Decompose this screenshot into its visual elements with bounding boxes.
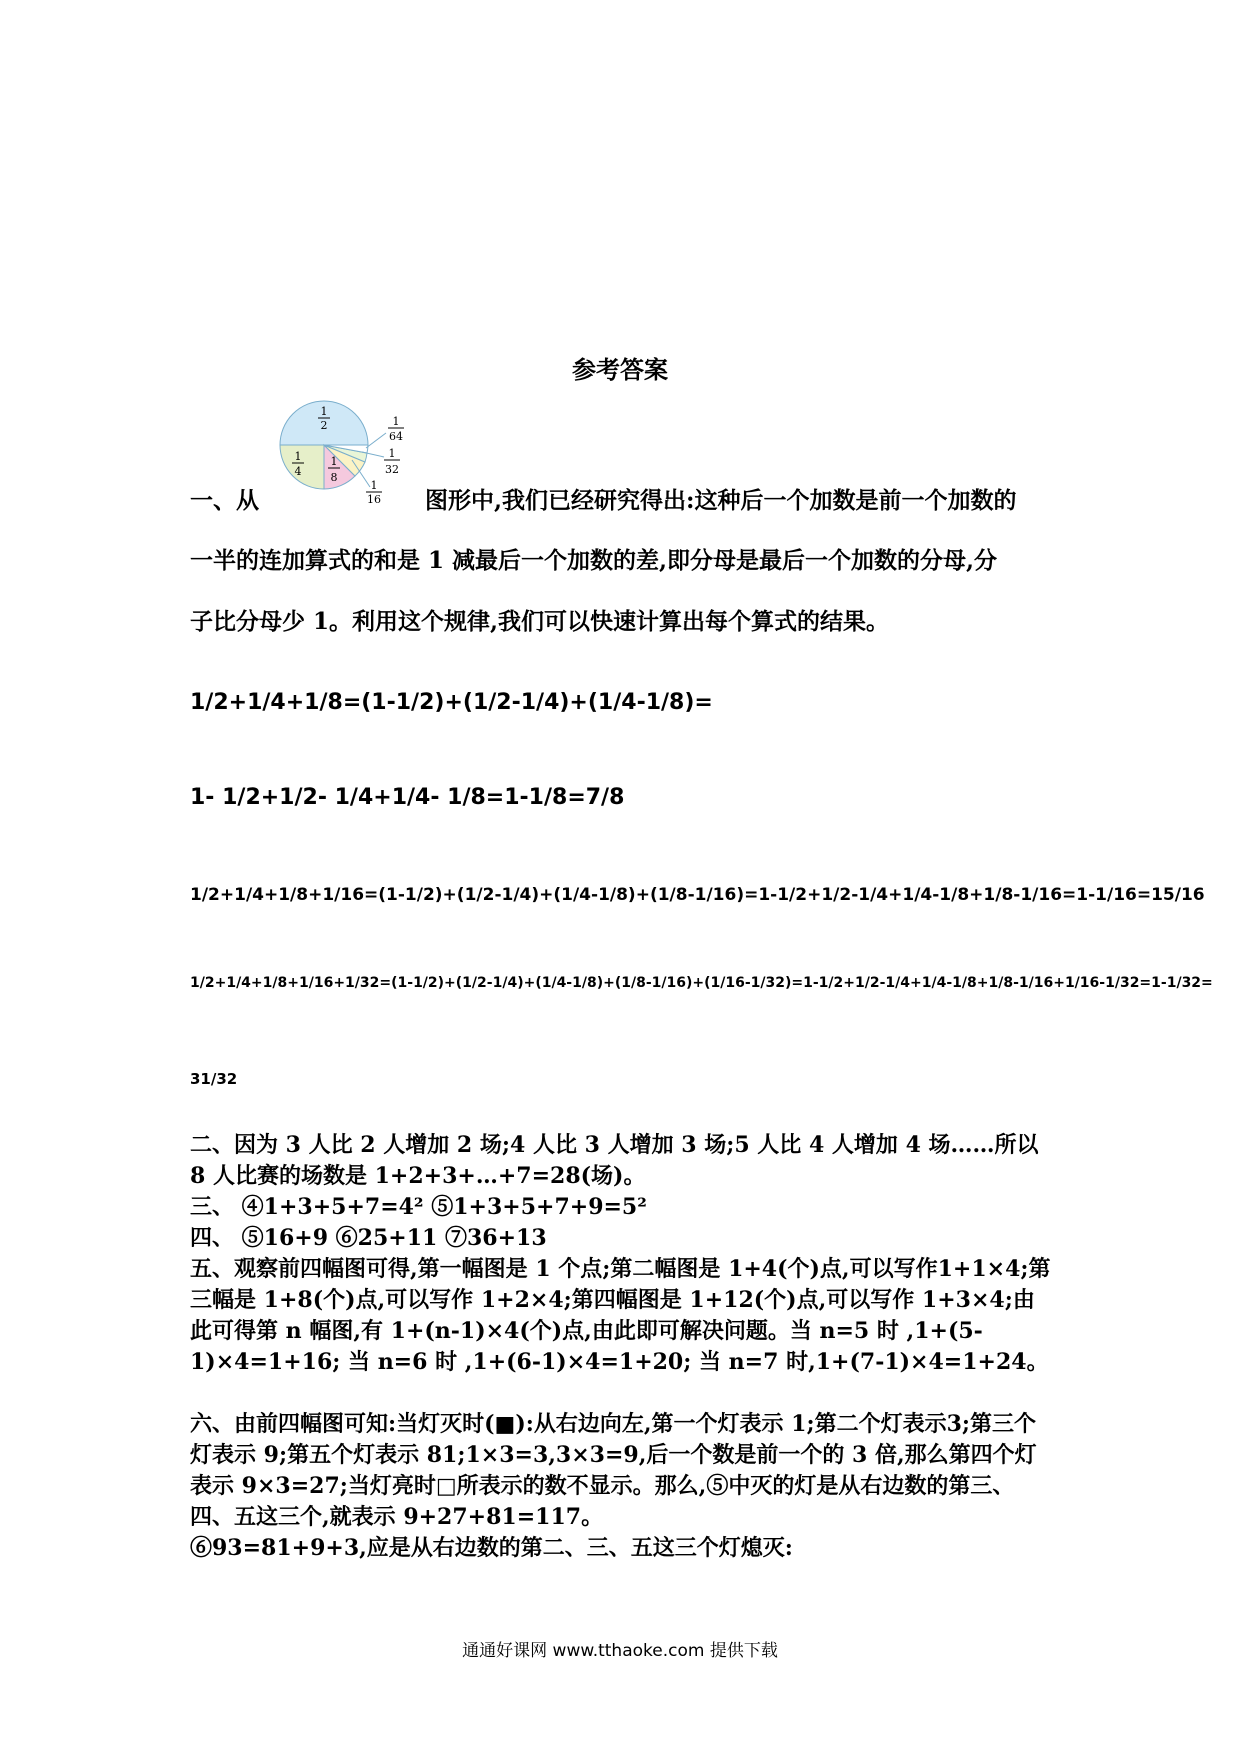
answer-2: 二、因为 3 人比 2 人增加 2 场;4 人比 3 人增加 3 场;5 人比 4 人增加 4 场……所以 8 人比赛的场数是 1+2+3+…+7=28(场)。 <box>190 1132 1039 1189</box>
answer-4: 四、 ⑤16+9 ⑥25+11 ⑦36+13 <box>190 1225 547 1251</box>
section-1-line-1 <box>190 482 1055 515</box>
section-1-text: 图形中,我们已经研究得出:这种后一个加数是前一个加数的 <box>425 487 1017 514</box>
svg-text:8: 8 <box>330 471 338 484</box>
svg-text:64: 64 <box>389 430 403 443</box>
equation-4: 1/2+1/4+1/8+1/16+1/32=(1-1/2)+(1/2-1/4)+(1/4-1/8)+(1/8-1/16)+(1/16-1/32)=1-1/2+1/2-1/4+1/4-1/8+1/8-1/16+1/16-1/32=1-1/32= <box>190 975 1213 991</box>
equation-2: 1- 1/2+1/2- 1/4+1/4- 1/8=1-1/8=7/8 <box>190 785 625 810</box>
svg-text:1: 1 <box>388 447 396 460</box>
equation-1: 1/2+1/4+1/8=(1-1/2)+(1/2-1/4)+(1/4-1/8)= <box>190 690 713 715</box>
svg-text:1: 1 <box>294 450 302 463</box>
page-title: 参考答案 <box>572 355 668 384</box>
svg-text:1: 1 <box>330 455 338 468</box>
answer-5: 五、观察前四幅图可得,第一幅图是 1 个点;第二幅图是 1+4(个)点,可以写作1+1×4;第三幅是 1+8(个)点,可以写作 1+2×4;第四幅图是 1+12(个)点,可以写作 1+3×4;由此可得第 n 幅图,有 1+(n-1)×4(个)点,由此即可解决问题。当 n=5 时 ,1+(5-1)×4=1+16; 当 n=6 时 ,1+(6-1)×4=1+20; 当 n=7 时,1+(7-1)×4=1+24。 <box>190 1256 1051 1375</box>
answer-3: 三、 ④1+3+5+7=4² ⑤1+3+5+7+9=5² <box>190 1194 647 1220</box>
equation-3: 1/2+1/4+1/8+1/16=(1-1/2)+(1/2-1/4)+(1/4-1/8)+(1/8-1/16)=1-1/2+1/2-1/4+1/4-1/8+1/8-1/16=1-1/16=15/16 <box>190 885 1205 905</box>
svg-text:16: 16 <box>367 493 381 505</box>
answer-6b: ⑥93=81+9+3,应是从右边数的第二、三、五这三个灯熄灭: <box>190 1535 793 1561</box>
svg-text:4: 4 <box>294 465 302 478</box>
svg-text:1: 1 <box>392 415 400 428</box>
svg-text:1: 1 <box>370 479 378 492</box>
svg-text:1: 1 <box>320 405 328 418</box>
equation-5: 31/32 <box>190 1070 238 1088</box>
section-1-lead: 一、从 <box>190 487 259 514</box>
section-1-line-3: 子比分母少 1。利用这个规律,我们可以快速计算出每个算式的结果。 <box>190 608 890 635</box>
svg-text:2: 2 <box>320 419 328 432</box>
footer-source: 通通好课网 www.tthaoke.com 提供下载 <box>462 1641 778 1661</box>
section-1-line-2: 一半的连加算式的和是 1 减最后一个加数的差,即分母是最后一个加数的分母,分 <box>190 547 998 574</box>
answer-6: 六、由前四幅图可知:当灯灭时(■):从右边向左,第一个灯表示 1;第二个灯表示3;第三个灯表示 9;第五个灯表示 81;1×3=3,3×3=9,后一个数是前一个的 3 倍,那么第四个灯表示 9×3=27;当灯亮时□所表示的数不显示。那么,⑤中灭的灯是从右边数的第三、四、五这三个,就表示 9+27+81=117。 <box>190 1411 1037 1530</box>
svg-text:32: 32 <box>385 463 399 476</box>
